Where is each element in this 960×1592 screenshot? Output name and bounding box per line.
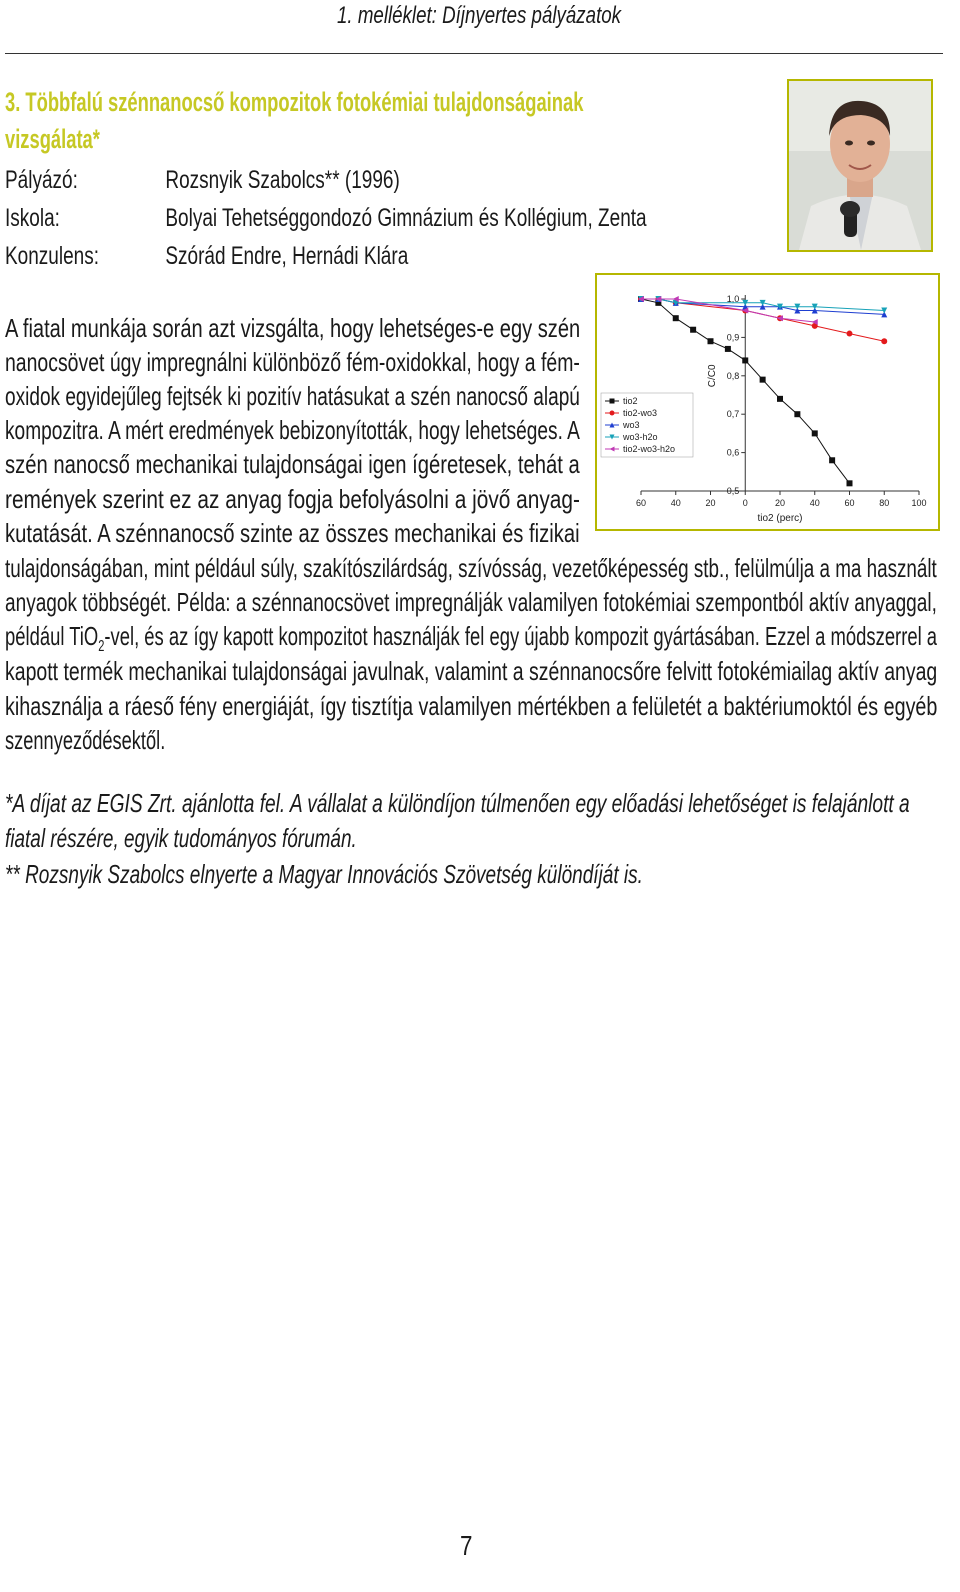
meta-value: Szórád Endre, Hernádi Klára — [165, 242, 409, 270]
legend-label-tio2: tio2 — [623, 396, 638, 406]
y-tick-label: 1,0 — [726, 294, 740, 304]
y-axis-label: C/C0 — [707, 364, 719, 388]
y-tick-label: 0,9 — [726, 332, 740, 343]
x-tick-label: 60 — [844, 498, 855, 508]
x-tick-label: 20 — [774, 498, 786, 508]
x-tick-label: 0 — [742, 498, 748, 508]
footnote-line: fiatal részére, egyik tudományos fórumán. — [5, 823, 357, 853]
footnote-line: ** Rozsnyik Szabolcs elnyerte a Magyar Innovációs Szövetség különdíját is. — [5, 859, 643, 889]
y-tick-label: 0,7 — [726, 409, 740, 420]
data-point-tio2 — [742, 357, 748, 363]
body-line: oxidok egyidejűleg fejtsék ki pozitív hatásukat a szén nanocső alapú — [5, 381, 580, 411]
header-rule — [5, 53, 943, 54]
body-text-fragment: például TiO — [5, 621, 99, 651]
data-point-tio2 — [794, 411, 800, 417]
legend-marker-tio2 — [610, 399, 615, 404]
data-point-tio2 — [725, 346, 731, 352]
subscript: 2 — [98, 638, 105, 656]
y-tick-label: 0,6 — [726, 447, 740, 458]
article-title-line-2: vizsgálata* — [5, 124, 100, 154]
meta-label: Konzulens: — [5, 242, 100, 270]
body-line: remények szerint ez az anyag fogja befolyásolni a jövő anyag- — [5, 484, 580, 514]
body-line: anyagok többségét. Példa: a szénnanocsövet impregnálják valamilyen fotokémiai szempontból aktív anyaggal, — [5, 587, 937, 617]
portrait-image — [789, 81, 931, 250]
body-line: A fiatal munkája során azt vizsgálta, hogy lehetséges-e egy szén — [5, 313, 581, 343]
meta-value: Rozsnyik Szabolcs** (1996) — [165, 166, 400, 194]
data-point-tio2-wo3 — [881, 338, 887, 344]
degradation-chart — [597, 275, 938, 529]
body-text-fragment: -vel, és az így kapott kompozitot használják fel egy újabb kompozit gyártásában. Ezzel a módszerrel a — [104, 621, 938, 651]
meta-label: Iskola: — [5, 204, 60, 232]
page-number: 7 — [460, 1530, 473, 1561]
body-line: kompozitra. A mért eredmények bebizonyították, hogy lehetséges. A — [5, 415, 580, 445]
x-tick-label: 60 — [635, 498, 647, 508]
legend-label-tio2-wo3-h2o: tio2-wo3-h2o — [623, 444, 676, 454]
data-point-tio2 — [829, 457, 835, 463]
body-line: szén nanocső mechanikai tulajdonságai igen ígéretesek, tehát a — [5, 449, 580, 479]
body-line: kihasználja a ráeső fény energiáját, így tisztítja valamilyen mértékben a felületét a baktériumoktól és egyéb — [5, 691, 938, 721]
body-line: szennyeződésektől. — [5, 725, 166, 755]
y-tick-label: 0,8 — [726, 370, 740, 381]
legend-label-wo3-h2o: wo3-h2o — [623, 432, 658, 442]
meta-school — [5, 203, 647, 233]
x-axis-label: tio2 (perc) — [757, 513, 803, 524]
data-point-tio2 — [690, 327, 696, 333]
data-point-tio2 — [673, 315, 679, 321]
body-line: tulajdonságában, mint például súly, szakítószilárdság, szívósság, vezetőképesség stb., felülmúlja a ma használt — [5, 553, 937, 583]
meta-consultant — [5, 241, 408, 271]
data-point-tio2-wo3 — [847, 331, 853, 337]
author-photo — [787, 79, 933, 252]
y-tick-label: 0,5 — [726, 486, 740, 496]
x-tick-label: 40 — [809, 498, 820, 508]
chart-container — [595, 273, 940, 531]
meta-applicant — [5, 165, 400, 195]
body-line: kapott termék mechanikai tulajdonságai javulnak, valamint a szénnanocsőre felvitt fotokémiailag aktív anyag — [5, 656, 938, 686]
meta-label: Pályázó: — [5, 166, 78, 194]
body-line: kutatását. A szénnanocső szinte az összes mechanikai és fizikai — [5, 518, 580, 548]
article-title-line-1: 3. Többfalú szénnanocső kompozitok fotokémiai tulajdonságainak — [5, 87, 584, 117]
data-point-tio2 — [760, 377, 766, 383]
meta-value: Bolyai Tehetséggondozó Gimnázium és Kollégium, Zenta — [165, 204, 647, 232]
data-point-tio2 — [708, 338, 714, 344]
legend-marker-tio2-wo3 — [610, 411, 615, 416]
x-tick-label: 100 — [911, 498, 927, 508]
legend-label-tio2-wo3: tio2-wo3 — [623, 408, 658, 418]
x-tick-label: 20 — [705, 498, 716, 508]
data-point-tio2 — [812, 430, 818, 436]
data-point-tio2 — [777, 396, 783, 402]
x-tick-label: 80 — [879, 498, 890, 508]
running-header: 1. melléklet: Díjnyertes pályázatok — [337, 2, 622, 29]
body-line: nanocsövet úgy impregnálni különböző fém-oxidokkal, hogy a fém- — [5, 347, 580, 377]
footnote-line: *A díjat az EGIS Zrt. ajánlotta fel. A vállalat a különdíjon túlmenően egy előadási lehetőséget is felajánlott a — [5, 788, 910, 818]
x-tick-label: 40 — [670, 498, 681, 508]
article-title — [5, 84, 685, 158]
data-point-tio2 — [847, 480, 853, 486]
legend-label-wo3: wo3 — [623, 420, 640, 430]
